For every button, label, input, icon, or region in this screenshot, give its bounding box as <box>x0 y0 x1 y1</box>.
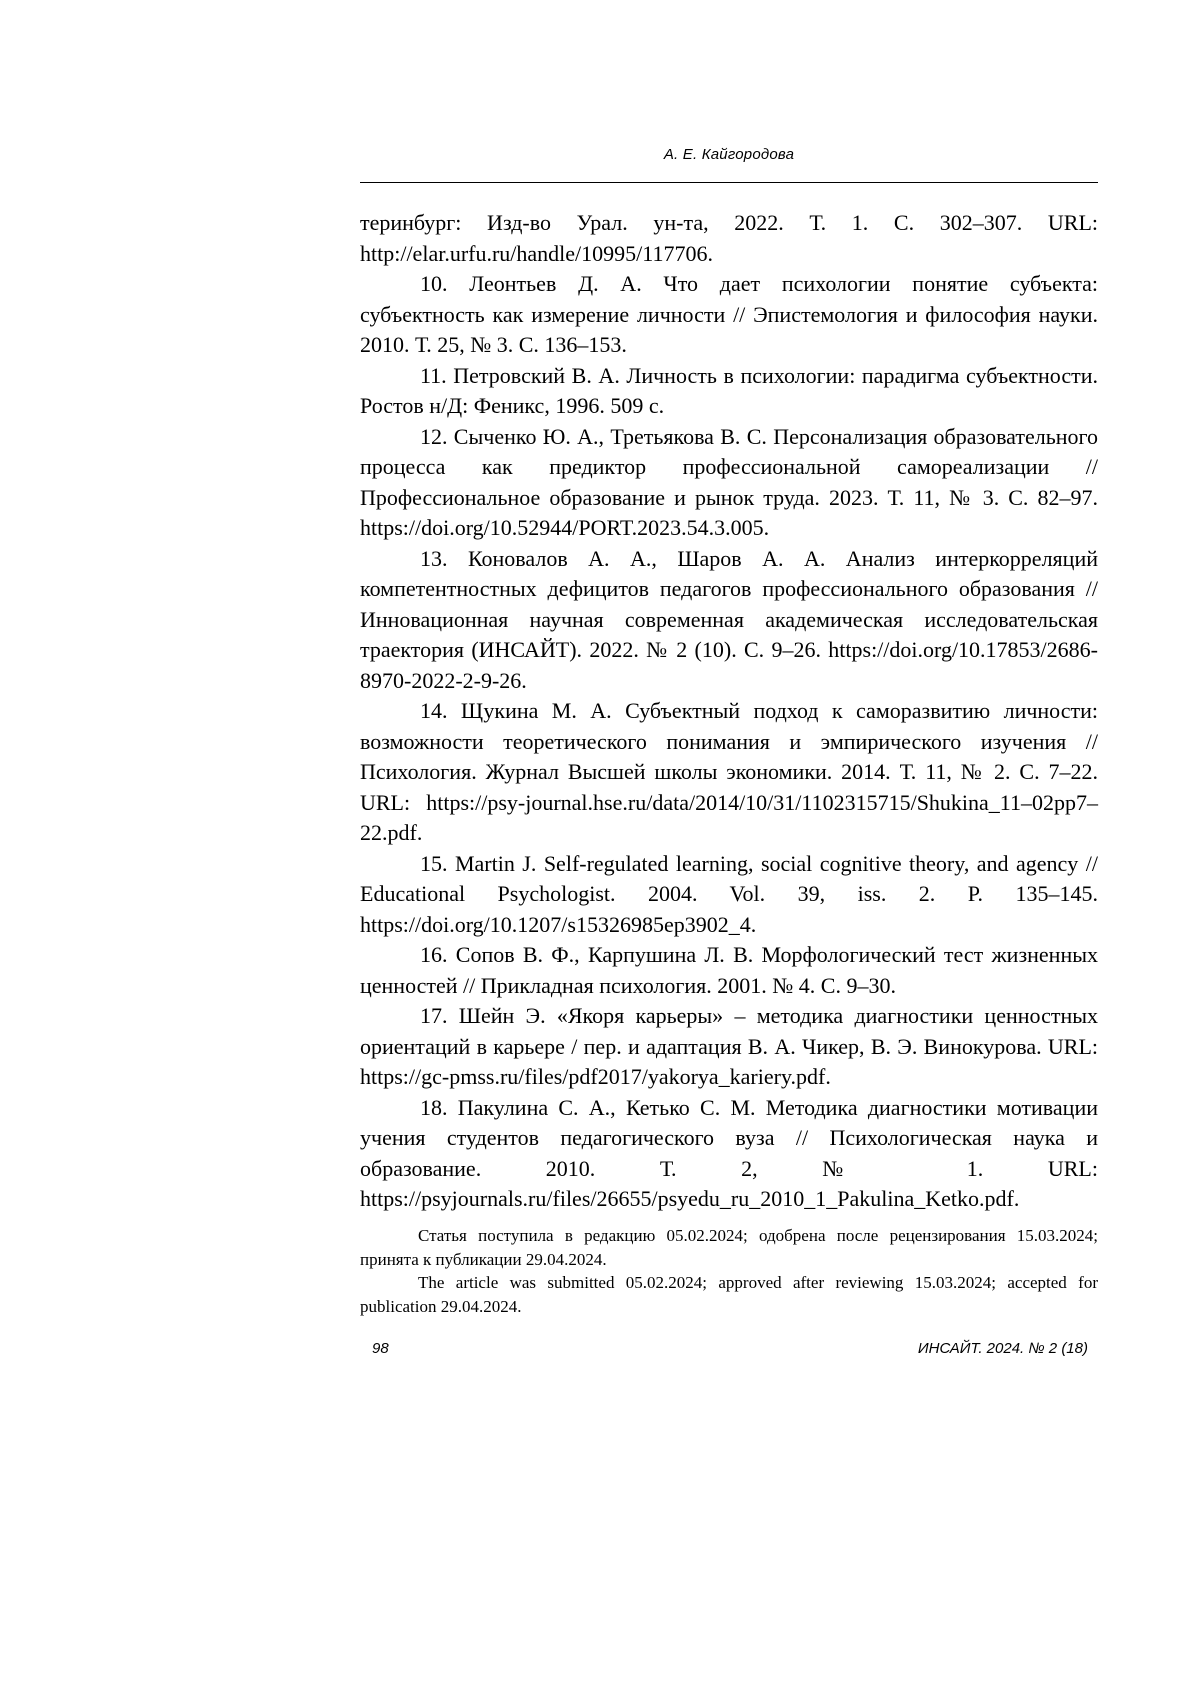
reference-item: теринбург: Изд-во Урал. ун-та, 2022. Т. 1. С. 302–307. URL: http://elar.urfu.ru/handle/10995/117706. <box>360 210 1098 266</box>
page-number: 98 <box>372 1340 389 1357</box>
journal-issue: ИНСАЙТ. 2024. № 2 (18) <box>917 1340 1088 1357</box>
submission-notes <box>360 1224 1098 1318</box>
reference-item: 17. Шейн Э. «Якоря карьеры» – методика диагностики ценностных ориентаций в карьере / пер. и адаптация В. А. Чикер, В. Э. Винокурова. URL: https://gc-pmss.ru/files/pdf2017/yakorya_kariery.pdf. <box>360 1003 1098 1089</box>
reference-list <box>360 208 1098 1215</box>
reference-item: 18. Пакулина С. А., Кетько С. М. Методика диагностики мотивации учения студентов педагогического вуза // Психологическая наука и образование. 2010. Т. 2, № 1. URL: https://psyjournals.ru/files/26655/psyedu_ru_2010_1_Pakulina_Ketko.pdf. <box>360 1094 1098 1211</box>
reference-item: 10. Леонтьев Д. А. Что дает психологии понятие субъекта: субъектность как измерение личности // Эпистемология и философия науки. 2010. Т. 25, № 3. С. 136–153. <box>360 271 1098 357</box>
submission-note-en: The article was submitted 05.02.2024; approved after reviewing 15.03.2024; accepted for publication 29.04.2024. <box>360 1273 1098 1316</box>
page-footer <box>372 1340 1088 1357</box>
reference-item: 15. Martin J. Self-regulated learning, social cognitive theory, and agency // Educational Psychologist. 2004. Vol. 39, iss. 2. P. 135–145. https://doi.org/10.1207/s15326985ep3902_4. <box>360 850 1098 937</box>
running-header-author: А. Е. Кайгородова <box>663 146 795 163</box>
reference-item: 12. Сыченко Ю. А., Третьякова В. С. Персонализация образовательного процесса как предиктор профессиональной самореализации // Профессиональное образование и рынок труда. 2023. Т. 11, № 3. С. 82–97. https://doi.org/10.52944/PORT.2023.54.3.005. <box>360 423 1098 540</box>
reference-item: 14. Щукина М. А. Субъектный подход к саморазвитию личности: возможности теоретического понимания и эмпирического изучения // Психология. Журнал Высшей школы экономики. 2014. Т. 11, № 2. С. 7–22. URL: https://psy-journal.hse.ru/data/2014/10/31/1102315715/Shukina_11–02pp7–22.pdf. <box>360 698 1098 845</box>
reference-item: 11. Петровский В. А. Личность в психологии: парадигма субъектности. Ростов н/Д: Феникс, 1996. 509 с. <box>360 362 1098 418</box>
reference-item: 13. Коновалов А. А., Шаров А. А. Анализ интеркорреляций компетентностных дефицитов педагогов профессионального образования // Инновационная научная современная академическая исследовательская траектория (ИНСАЙТ). 2022. № 2 (10). С. 9–26. https://doi.org/10.17853/2686-8970-2022-2-9-26. <box>360 545 1098 693</box>
header-divider <box>360 182 1098 183</box>
reference-item: 16. Сопов В. Ф., Карпушина Л. В. Морфологический тест жизненных ценностей // Прикладная психология. 2001. № 4. С. 9–30. <box>360 942 1098 998</box>
submission-note-ru: Статья поступила в редакцию 05.02.2024; одобрена после рецензирования 15.03.2024; принята к публикации 29.04.2024. <box>360 1226 1098 1269</box>
